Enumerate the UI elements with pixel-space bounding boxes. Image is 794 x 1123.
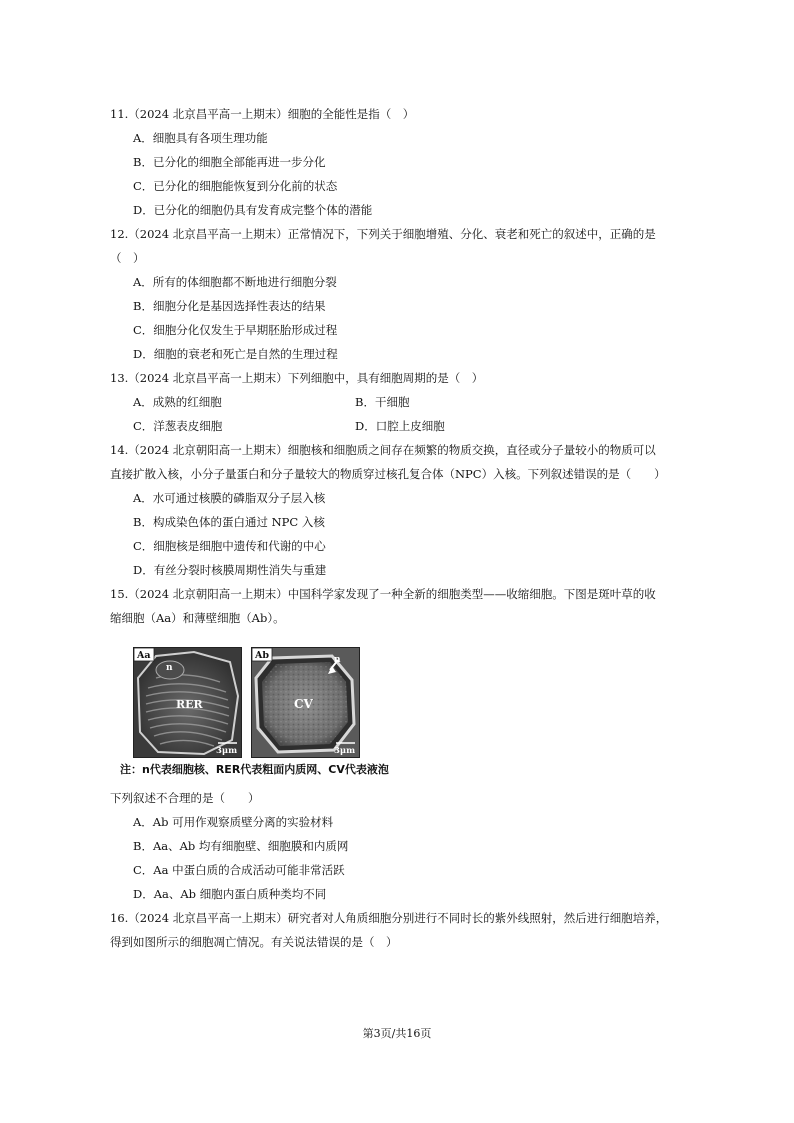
question-15-option-a: A．Ab 可用作观察质壁分离的实验材料 [133, 815, 334, 829]
panel-ab-tag: Ab [255, 650, 270, 661]
question-14-option-d: D．有丝分裂时核膜周期性消失与重建 [133, 563, 327, 577]
micrograph-aa [133, 647, 242, 758]
question-15-followup: 下列叙述不合理的是（ ） [110, 791, 260, 805]
question-15-option-d: D．Aa、Ab 细胞内蛋白质种类均不同 [133, 887, 327, 901]
question-15-stem-line-2: 缩细胞（Aa）和薄壁细胞（Ab）。 [110, 611, 285, 625]
question-14-stem-line-1: 14.（2024 北京朝阳高一上期末）细胞核和细胞质之间存在频繁的物质交换，直径或分子量较小的物质可以 [110, 443, 656, 457]
question-14-option-a: A．水可通过核膜的磷脂双分子层入核 [133, 491, 326, 505]
figure-caption: 注：n代表细胞核、RER代表粗面内质网、CV代表液泡 [120, 763, 389, 776]
question-12-option-b: B．细胞分化是基因选择性表达的结果 [133, 299, 326, 313]
micrograph-ab [251, 647, 360, 758]
question-11-option-d: D．已分化的细胞仍具有发育成完整个体的潜能 [133, 203, 373, 217]
question-13-option-b: B．干细胞 [355, 395, 410, 409]
panel-aa-scale-label: 3μm [216, 746, 238, 756]
panel-ab-cv-label: CV [294, 697, 313, 711]
question-12-stem-line-2: （ ） [110, 251, 145, 265]
panel-aa-nucleus-label: n [166, 663, 173, 673]
question-14-option-b: B．构成染色体的蛋白通过 NPC 入核 [133, 515, 325, 529]
micrograph-ab-image [252, 648, 359, 757]
panel-ab-scale-label: 3μm [334, 746, 356, 756]
question-11-option-a: A．细胞具有各项生理功能 [133, 131, 268, 145]
panel-ab-nucleus-label: n [334, 655, 341, 665]
question-12-stem-line-1: 12.（2024 北京昌平高一上期末）正常情况下，下列关于细胞增殖、分化、衰老和死亡的叙述中，正确的是 [110, 227, 656, 241]
question-13-stem: 13.（2024 北京昌平高一上期末）下列细胞中，具有细胞周期的是（ ） [110, 371, 484, 385]
question-12-option-a: A．所有的体细胞都不断地进行细胞分裂 [133, 275, 337, 289]
question-14-option-c: C．细胞核是细胞中遗传和代谢的中心 [133, 539, 326, 553]
question-12-option-d: D．细胞的衰老和死亡是自然的生理过程 [133, 347, 338, 361]
question-11-stem: 11.（2024 北京昌平高一上期末）细胞的全能性是指（ ） [110, 107, 415, 121]
question-15-option-b: B．Aa、Ab 均有细胞壁、细胞膜和内质网 [133, 839, 349, 853]
panel-aa-rer-label: RER [176, 698, 203, 711]
question-13-option-c: C．洋葱表皮细胞 [133, 419, 223, 433]
question-16-stem-line-1: 16.（2024 北京昌平高一上期末）研究者对人角质细胞分别进行不同时长的紫外线照射，然后进行细胞培养， [110, 911, 668, 925]
question-15-stem-line-1: 15.（2024 北京朝阳高一上期末）中国科学家发现了一种全新的细胞类型——收缩细胞。下图是斑叶草的收 [110, 587, 656, 601]
page-footer: 第3页/共16页 [362, 1027, 432, 1040]
question-11-option-c: C．已分化的细胞能恢复到分化前的状态 [133, 179, 338, 193]
question-12-option-c: C．细胞分化仅发生于早期胚胎形成过程 [133, 323, 338, 337]
panel-aa-tag: Aa [137, 650, 151, 661]
question-13-option-a: A．成熟的红细胞 [133, 395, 222, 409]
question-15-option-c: C．Aa 中蛋白质的合成活动可能非常活跃 [133, 863, 345, 877]
micrograph-aa-image [134, 648, 241, 757]
question-11-option-b: B．已分化的细胞全部能再进一步分化 [133, 155, 326, 169]
question-13-option-d: D．口腔上皮细胞 [355, 419, 445, 433]
question-16-stem-line-2: 得到如图所示的细胞凋亡情况。有关说法错误的是（ ） [110, 935, 398, 949]
question-14-stem-line-2: 直接扩散入核，小分子量蛋白和分子量较大的物质穿过核孔复合体（NPC）入核。下列叙述错误的是（ ） [110, 467, 666, 481]
